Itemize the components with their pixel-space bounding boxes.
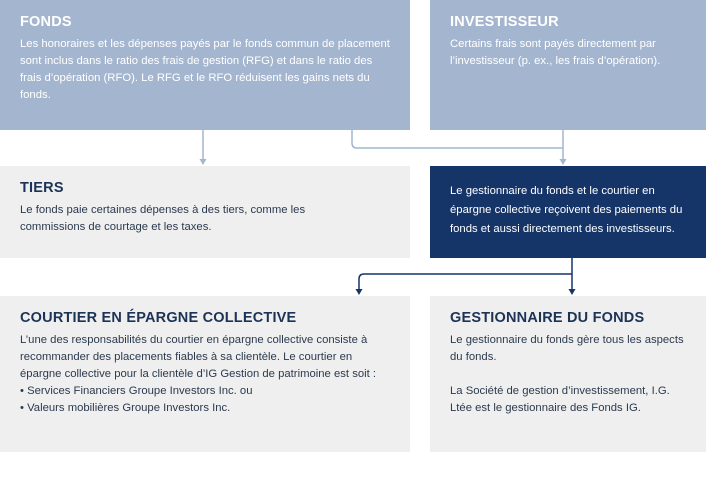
arrowhead-gestionnaire [569, 289, 576, 295]
tiers-title: TIERS [20, 180, 64, 196]
gestionnaire-text-2: La Société de gestion d’investissement, I.G. Ltée est le gestionnaire des Fonds IG. [450, 385, 670, 414]
fonds-title: FONDS [20, 14, 72, 30]
courtier-text: L’une des responsabilités du courtier en épargne collective consiste à recommander des placements fiables à sa clientèle. Le courtier en épargne collective pour la clientèle d’IG Gestion de patrimoine est soit : [20, 334, 377, 380]
courtier-bullet-2: • Valeurs mobilières Groupe Investors Inc. [20, 402, 231, 414]
gestionnaire-info-text: Le gestionnaire du fonds et le courtier en épargne collective reçoivent des paiements du fonds et aussi directement des investisseurs. [450, 185, 683, 235]
courtier-bullet-1: • Services Financiers Groupe Investors Inc. ou [20, 385, 253, 397]
gestionnaire-title: GESTIONNAIRE DU FONDS [450, 310, 645, 326]
arrowhead-courtier [356, 289, 363, 295]
connector-to-courtier [359, 274, 572, 290]
tiers-text: Le fonds paie certaines dépenses à des tiers, comme les commissions de courtage et les taxes. [20, 204, 306, 233]
gestionnaire-text-1: Le gestionnaire du fonds gère tous les aspects du fonds. [450, 334, 684, 363]
connector-fonds-gestionnaire-info [352, 130, 563, 148]
courtier-title: COURTIER EN ÉPARGNE COLLECTIVE [20, 310, 297, 326]
investisseur-title: INVESTISSEUR [450, 14, 559, 30]
arrowhead-tiers [200, 159, 207, 165]
arrowhead-gestionnaire-info [560, 159, 567, 165]
investisseur-text: Certains frais sont payés directement par l’investisseur (p. ex., les frais d’opération). [450, 38, 661, 67]
fonds-text: Les honoraires et les dépenses payés par le fonds commun de placement sont inclus dans le ratio des frais de gestion (RFG) et dans le ratio des frais d’opération (RFO). Le RFG et le RFO réduisent les gains nets du fonds. [20, 38, 390, 101]
